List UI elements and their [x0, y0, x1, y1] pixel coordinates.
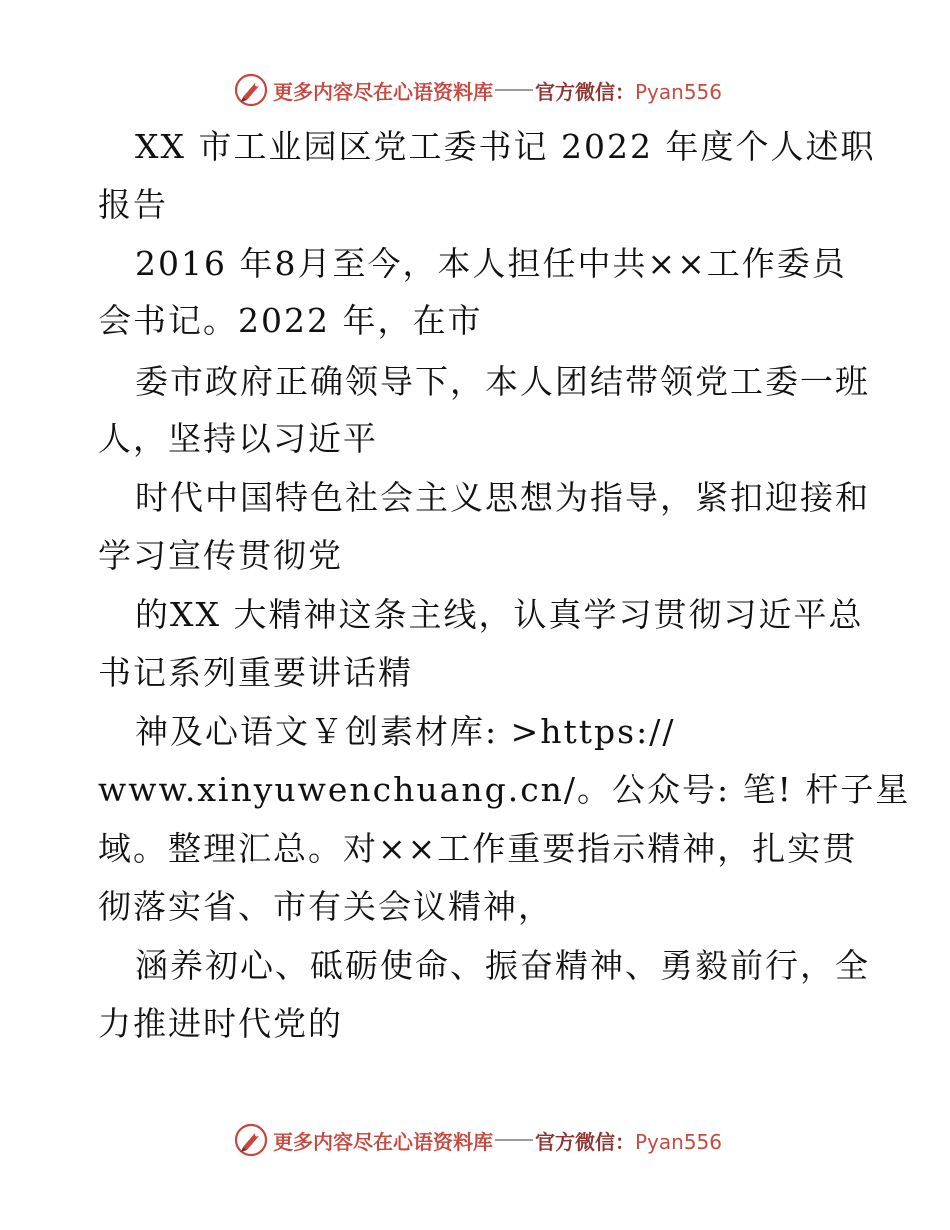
document-line: 彻落实省、市有关会议精神， [98, 887, 553, 926]
document-line: www.xinyuwenchuang.cn/。公众号: 笔! 杆子星 [98, 770, 911, 809]
document-line: 书记系列重要讲话精 [98, 653, 413, 692]
document-line: 人，坚持以习近平 [98, 419, 378, 458]
footer-watermark [233, 1120, 733, 1160]
document-line: 报告 [98, 185, 168, 224]
watermark-text: 更多内容尽在心语资料库 [273, 79, 493, 104]
document-line: 学习宣传贯彻党 [98, 536, 343, 575]
document-line: 的XX 大精神这条主线，认真学习贯彻习近平总 [135, 595, 864, 634]
watermark-contact-label: 官方微信： [535, 1129, 635, 1154]
watermark-contact-label: 官方微信： [535, 79, 635, 104]
document-line: 会书记。2022 年，在市 [98, 301, 483, 340]
document-line: 涵养初心、砥砺使命、振奋精神、勇毅前行，全 [135, 946, 870, 985]
document-line: 域。整理汇总。对××工作重要指示精神，扎实贯 [98, 829, 858, 868]
watermark-contact [535, 1126, 722, 1155]
watermark-contact-handle: Pyan556 [635, 1129, 723, 1154]
document-line: 神及心语文￥创素材库: >https:// [135, 712, 676, 751]
watermark-divider [495, 1139, 533, 1141]
watermark-contact-handle: Pyan556 [635, 79, 723, 104]
watermark-text: 更多内容尽在心语资料库 [273, 1129, 493, 1154]
document-line: 2016 年8月至今，本人担任中共××工作委员 [135, 244, 847, 283]
pen-logo-icon [233, 1122, 269, 1158]
document-line: 委市政府正确领导下，本人团结带领党工委一班 [135, 362, 870, 401]
document-line: 时代中国特色社会主义思想为指导，紧扣迎接和 [135, 478, 870, 517]
document-line: XX 市工业园区党工委书记 2022 年度个人述职 [135, 127, 876, 166]
document-line: 力推进时代党的 [98, 1004, 343, 1043]
